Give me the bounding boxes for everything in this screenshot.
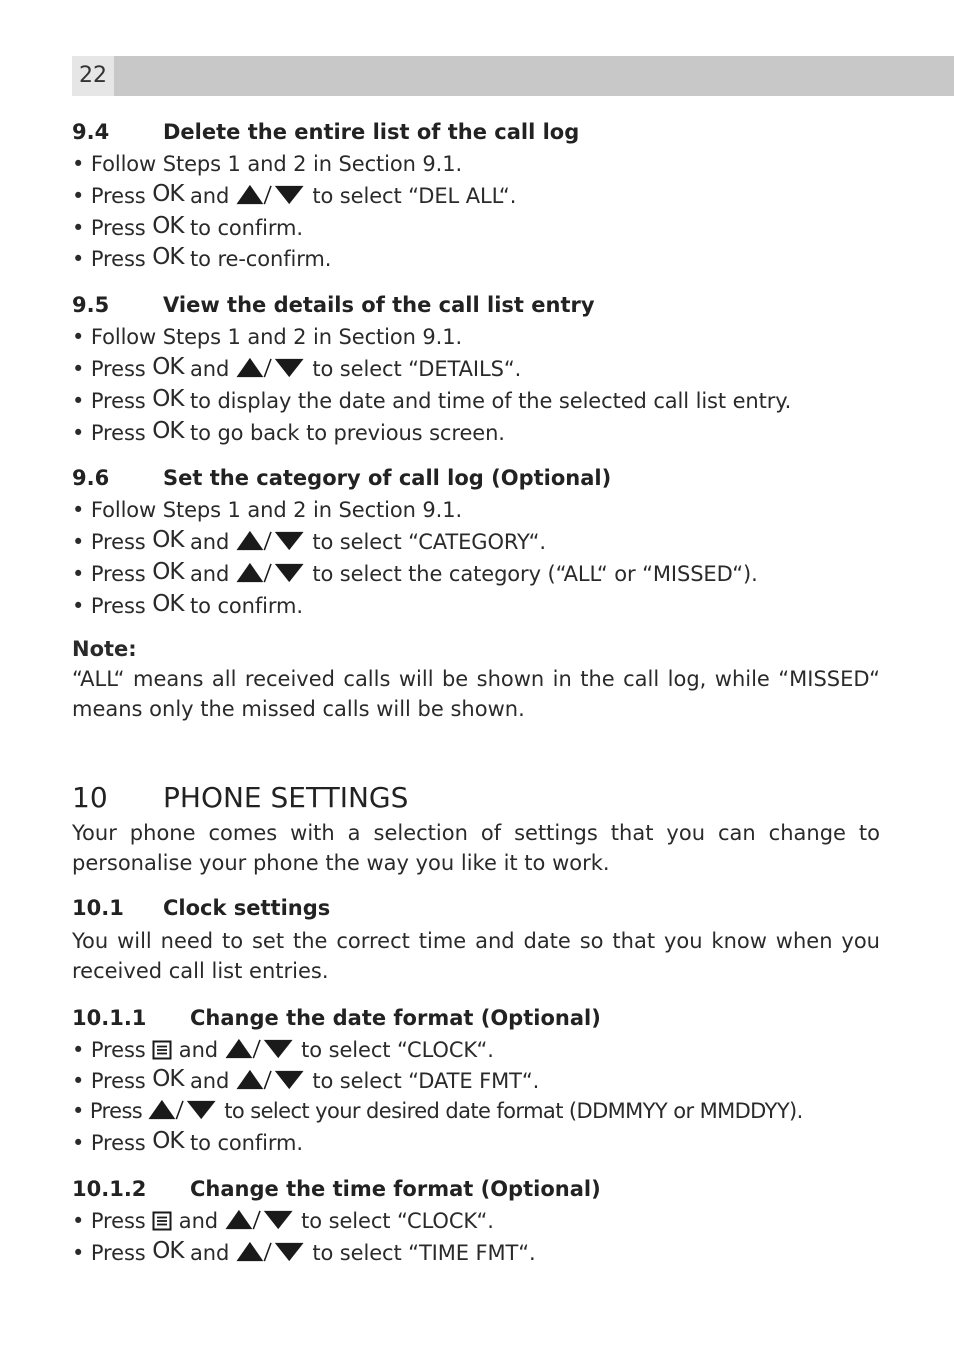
section-9-6-heading: 9.6 Set the category of call log (Optional) xyxy=(72,466,612,491)
list-item: • Follow Steps 1 and 2 in Section 9.1. xyxy=(72,325,463,350)
up-down-arrows-icon xyxy=(236,1240,306,1263)
list-item: • Press OK and to select the category (“ALL“ or “MISSED“). xyxy=(72,558,758,586)
section-10-1-text: You will need to set the correct time and date so that you know when you received call list entries. xyxy=(72,928,880,983)
section-9-5-heading: 9.5 View the details of the call list entry xyxy=(72,293,595,318)
list-item: • Press OK to confirm. xyxy=(72,590,303,618)
ok-key-icon: OK xyxy=(152,353,184,380)
ok-key-icon: OK xyxy=(152,180,184,207)
note-text: “ALL“ means all received calls will be shown in the call log, while “MISSED“ means only the missed calls will be shown. xyxy=(72,666,880,721)
ok-key-icon: OK xyxy=(152,417,184,444)
section-10-1-2-heading: 10.1.2 Change the time format (Optional) xyxy=(72,1176,601,1201)
list-item: • Press OK to re-confirm. xyxy=(72,244,332,272)
list-item: • Press to select your desired date format (DDMMYY or MMDDYY). xyxy=(72,1099,803,1124)
list-item: • Press OK and to select “DEL ALL“. xyxy=(72,180,517,208)
page-content xyxy=(72,114,880,1268)
up-down-arrows-icon xyxy=(236,561,306,584)
up-down-arrows-icon xyxy=(236,356,306,379)
ok-key-icon: OK xyxy=(152,1066,184,1093)
ok-key-icon: OK xyxy=(152,212,184,239)
section-9-4-heading: 9.4 Delete the entire list of the call log xyxy=(72,120,580,144)
list-item: • Press OK and to select “DETAILS“. xyxy=(72,353,522,381)
list-item: • Press OK to confirm. xyxy=(72,212,303,240)
list-item: • Press OK to go back to previous screen. xyxy=(72,417,505,445)
chapter-10-heading: 10 PHONE SETTINGS xyxy=(72,780,409,814)
ok-key-icon: OK xyxy=(152,1127,184,1154)
ok-key-icon: OK xyxy=(152,558,184,585)
ok-key-icon: OK xyxy=(152,527,184,554)
up-down-arrows-icon xyxy=(225,1037,295,1060)
list-item: • Press and to select “CLOCK“. xyxy=(72,1037,494,1062)
menu-key-icon xyxy=(152,1211,172,1231)
ok-key-icon: OK xyxy=(152,1237,184,1264)
list-item: • Press OK to confirm. xyxy=(72,1127,303,1155)
ok-key-icon: OK xyxy=(152,244,184,271)
ok-key-icon: OK xyxy=(152,590,184,617)
list-item: • Follow Steps 1 and 2 in Section 9.1. xyxy=(72,498,463,523)
header-bar xyxy=(72,56,954,96)
list-item: • Press OK and to select “CATEGORY“. xyxy=(72,527,546,555)
up-down-arrows-icon xyxy=(236,183,306,206)
list-item: • Press and to select “CLOCK“. xyxy=(72,1208,494,1233)
list-item: • Follow Steps 1 and 2 in Section 9.1. xyxy=(72,152,463,176)
up-down-arrows-icon xyxy=(236,529,306,552)
page-number: 22 xyxy=(72,56,114,96)
list-item: • Press OK to display the date and time of the selected call list entry. xyxy=(72,385,792,413)
chapter-10-intro: Your phone comes with a selection of settings that you can change to personalise your phone the way you like it to work. xyxy=(72,820,880,875)
list-item: • Press OK and to select “DATE FMT“. xyxy=(72,1066,540,1094)
note-title: Note: xyxy=(72,636,137,661)
menu-key-icon xyxy=(152,1040,172,1060)
up-down-arrows-icon xyxy=(225,1208,295,1231)
up-down-arrows-icon xyxy=(148,1098,218,1121)
ok-key-icon: OK xyxy=(152,385,184,412)
section-10-1-1-heading: 10.1.1 Change the date format (Optional) xyxy=(72,1005,601,1030)
up-down-arrows-icon xyxy=(236,1068,306,1091)
list-item: • Press OK and to select “TIME FMT“. xyxy=(72,1237,536,1265)
section-10-1-heading: 10.1 Clock settings xyxy=(72,895,331,920)
